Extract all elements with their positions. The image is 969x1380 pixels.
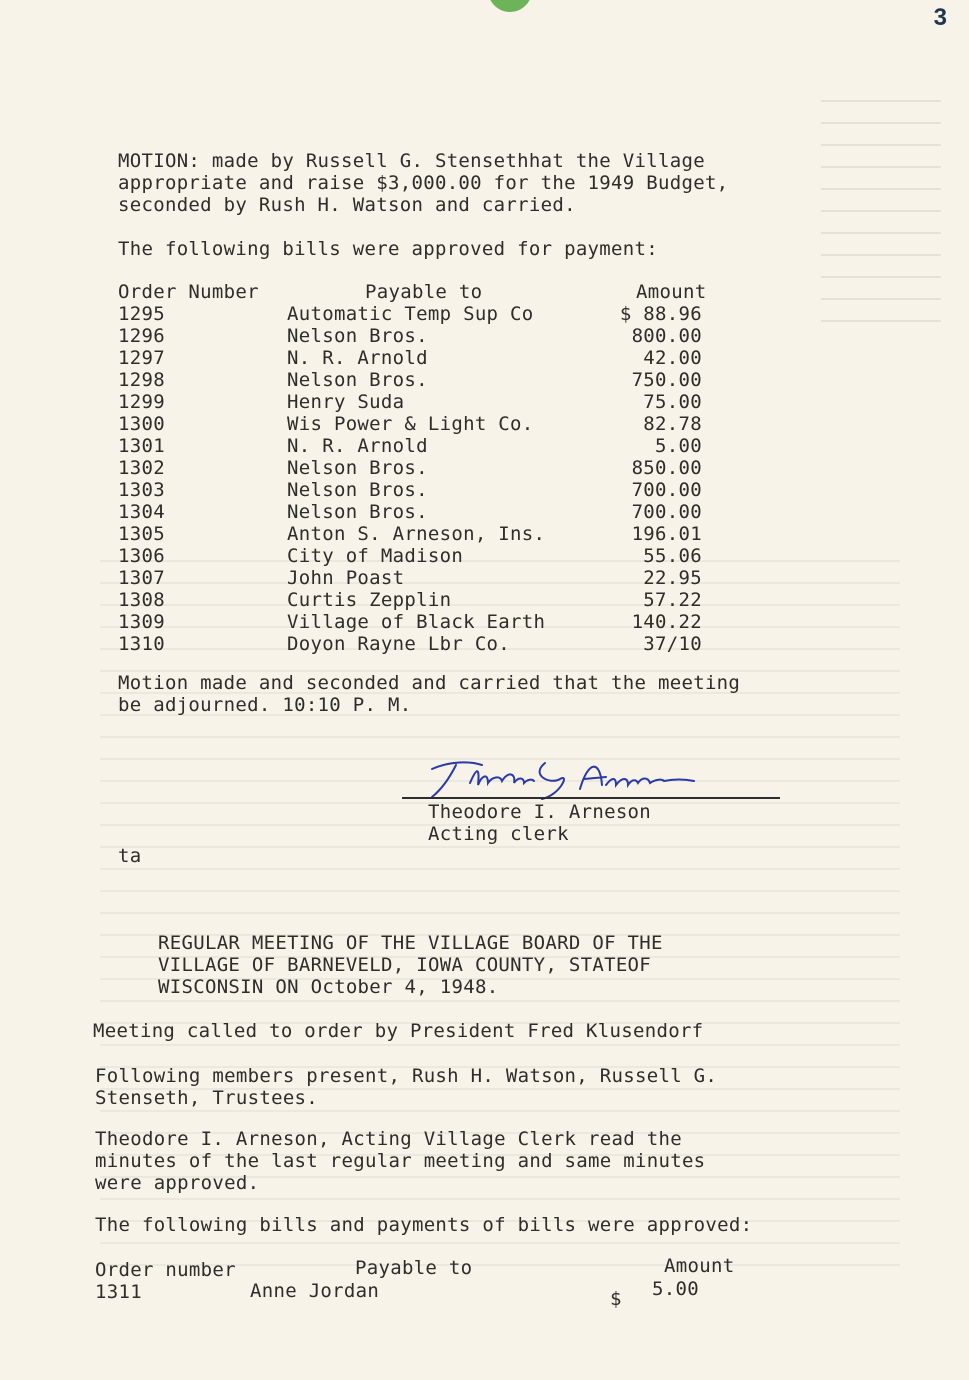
minutes-line: Theodore I. Arneson, Acting Village Clerk read the: [95, 1128, 682, 1150]
motion-line: MOTION: made by Russell G. Stensethhat the Village: [118, 150, 705, 172]
meeting-heading-line: VILLAGE OF BARNEVELD, IOWA COUNTY, STATEOF: [158, 954, 652, 976]
header-amount: Amount: [664, 1255, 735, 1277]
order-number: 1297: [118, 347, 165, 369]
amount: $ 88.96: [619, 303, 702, 325]
header-order-number: Order Number: [118, 281, 259, 303]
typist-initials: ta: [118, 845, 142, 867]
order-number: 1301: [118, 435, 165, 457]
signer-name: Theodore I. Arneson: [428, 801, 652, 823]
amount: 800.00: [631, 325, 702, 347]
payee: N. R. Arnold: [287, 435, 428, 457]
header-amount: Amount: [636, 281, 707, 303]
header-payable-to: Payable to: [365, 281, 483, 303]
amount: 82.78: [643, 413, 702, 435]
signature-line: [402, 797, 780, 799]
signer-title: Acting clerk: [428, 823, 569, 845]
payee: Henry Suda: [287, 391, 405, 413]
order-number: 1296: [118, 325, 165, 347]
header-payable-to: Payable to: [355, 1257, 473, 1279]
payee: Nelson Bros.: [287, 479, 428, 501]
amount: 22.95: [643, 567, 702, 589]
motion-line: seconded by Rush H. Watson and carried.: [118, 194, 576, 216]
amount: 5.00: [652, 1278, 699, 1300]
amount: 75.00: [643, 391, 702, 413]
payee: Nelson Bros.: [287, 457, 428, 479]
amount: 700.00: [631, 479, 702, 501]
order-number: 1305: [118, 523, 165, 545]
payee: Doyon Rayne Lbr Co.: [287, 633, 511, 655]
amount: 850.00: [631, 457, 702, 479]
order-number: 1309: [118, 611, 165, 633]
order-number: 1300: [118, 413, 165, 435]
payee: Nelson Bros.: [287, 325, 428, 347]
bleed-through-texture: [821, 100, 941, 330]
amount: 140.22: [631, 611, 702, 633]
payee: Curtis Zepplin: [287, 589, 452, 611]
meeting-heading-line: REGULAR MEETING OF THE VILLAGE BOARD OF THE: [158, 932, 663, 954]
order-number: 1304: [118, 501, 165, 523]
order-number: 1295: [118, 303, 165, 325]
adjourn-line: Motion made and seconded and carried that the meeting: [118, 672, 741, 694]
members-line: Stenseth, Trustees.: [95, 1087, 319, 1109]
order-number: 1306: [118, 545, 165, 567]
payee: Automatic Temp Sup Co: [287, 303, 534, 325]
minutes-line: were approved.: [95, 1172, 260, 1194]
amount: 750.00: [631, 369, 702, 391]
order-number: 1307: [118, 567, 165, 589]
currency-symbol: $: [610, 1288, 622, 1310]
handwritten-signature: [410, 755, 740, 803]
payee: City of Madison: [287, 545, 464, 567]
order-number: 1310: [118, 633, 165, 655]
order-number: 1311: [95, 1281, 142, 1303]
payee: Nelson Bros.: [287, 369, 428, 391]
amount: 5.00: [655, 435, 702, 457]
adjourn-line: be adjourned. 10:10 P. M.: [118, 694, 412, 716]
bills-intro: The following bills were approved for payment:: [118, 238, 658, 260]
payee: Village of Black Earth: [287, 611, 546, 633]
payee: Nelson Bros.: [287, 501, 428, 523]
motion-line: appropriate and raise $3,000.00 for the 1949 Budget,: [118, 172, 729, 194]
order-number: 1302: [118, 457, 165, 479]
page-number: 3: [933, 4, 947, 31]
amount: 57.22: [643, 589, 702, 611]
amount: 196.01: [631, 523, 702, 545]
bills-intro-2: The following bills and payments of bills were approved:: [95, 1214, 753, 1236]
members-line: Following members present, Rush H. Watson, Russell G.: [95, 1065, 718, 1087]
payee: Anne Jordan: [250, 1280, 380, 1302]
order-number: 1298: [118, 369, 165, 391]
header-order-number: Order number: [95, 1259, 236, 1281]
amount: 42.00: [643, 347, 702, 369]
amount: 700.00: [631, 501, 702, 523]
order-number: 1303: [118, 479, 165, 501]
called-to-order: Meeting called to order by President Fred Klusendorf: [93, 1020, 704, 1042]
payee: Anton S. Arneson, Ins.: [287, 523, 546, 545]
order-number: 1308: [118, 589, 165, 611]
payee: Wis Power & Light Co.: [287, 413, 534, 435]
payee: John Poast: [287, 567, 405, 589]
green-paper-mark: [488, 0, 532, 12]
payee: N. R. Arnold: [287, 347, 428, 369]
amount: 37/10: [643, 633, 702, 655]
minutes-line: minutes of the last regular meeting and same minutes: [95, 1150, 706, 1172]
amount: 55.06: [643, 545, 702, 567]
meeting-heading-line: WISCONSIN ON October 4, 1948.: [158, 976, 499, 998]
order-number: 1299: [118, 391, 165, 413]
